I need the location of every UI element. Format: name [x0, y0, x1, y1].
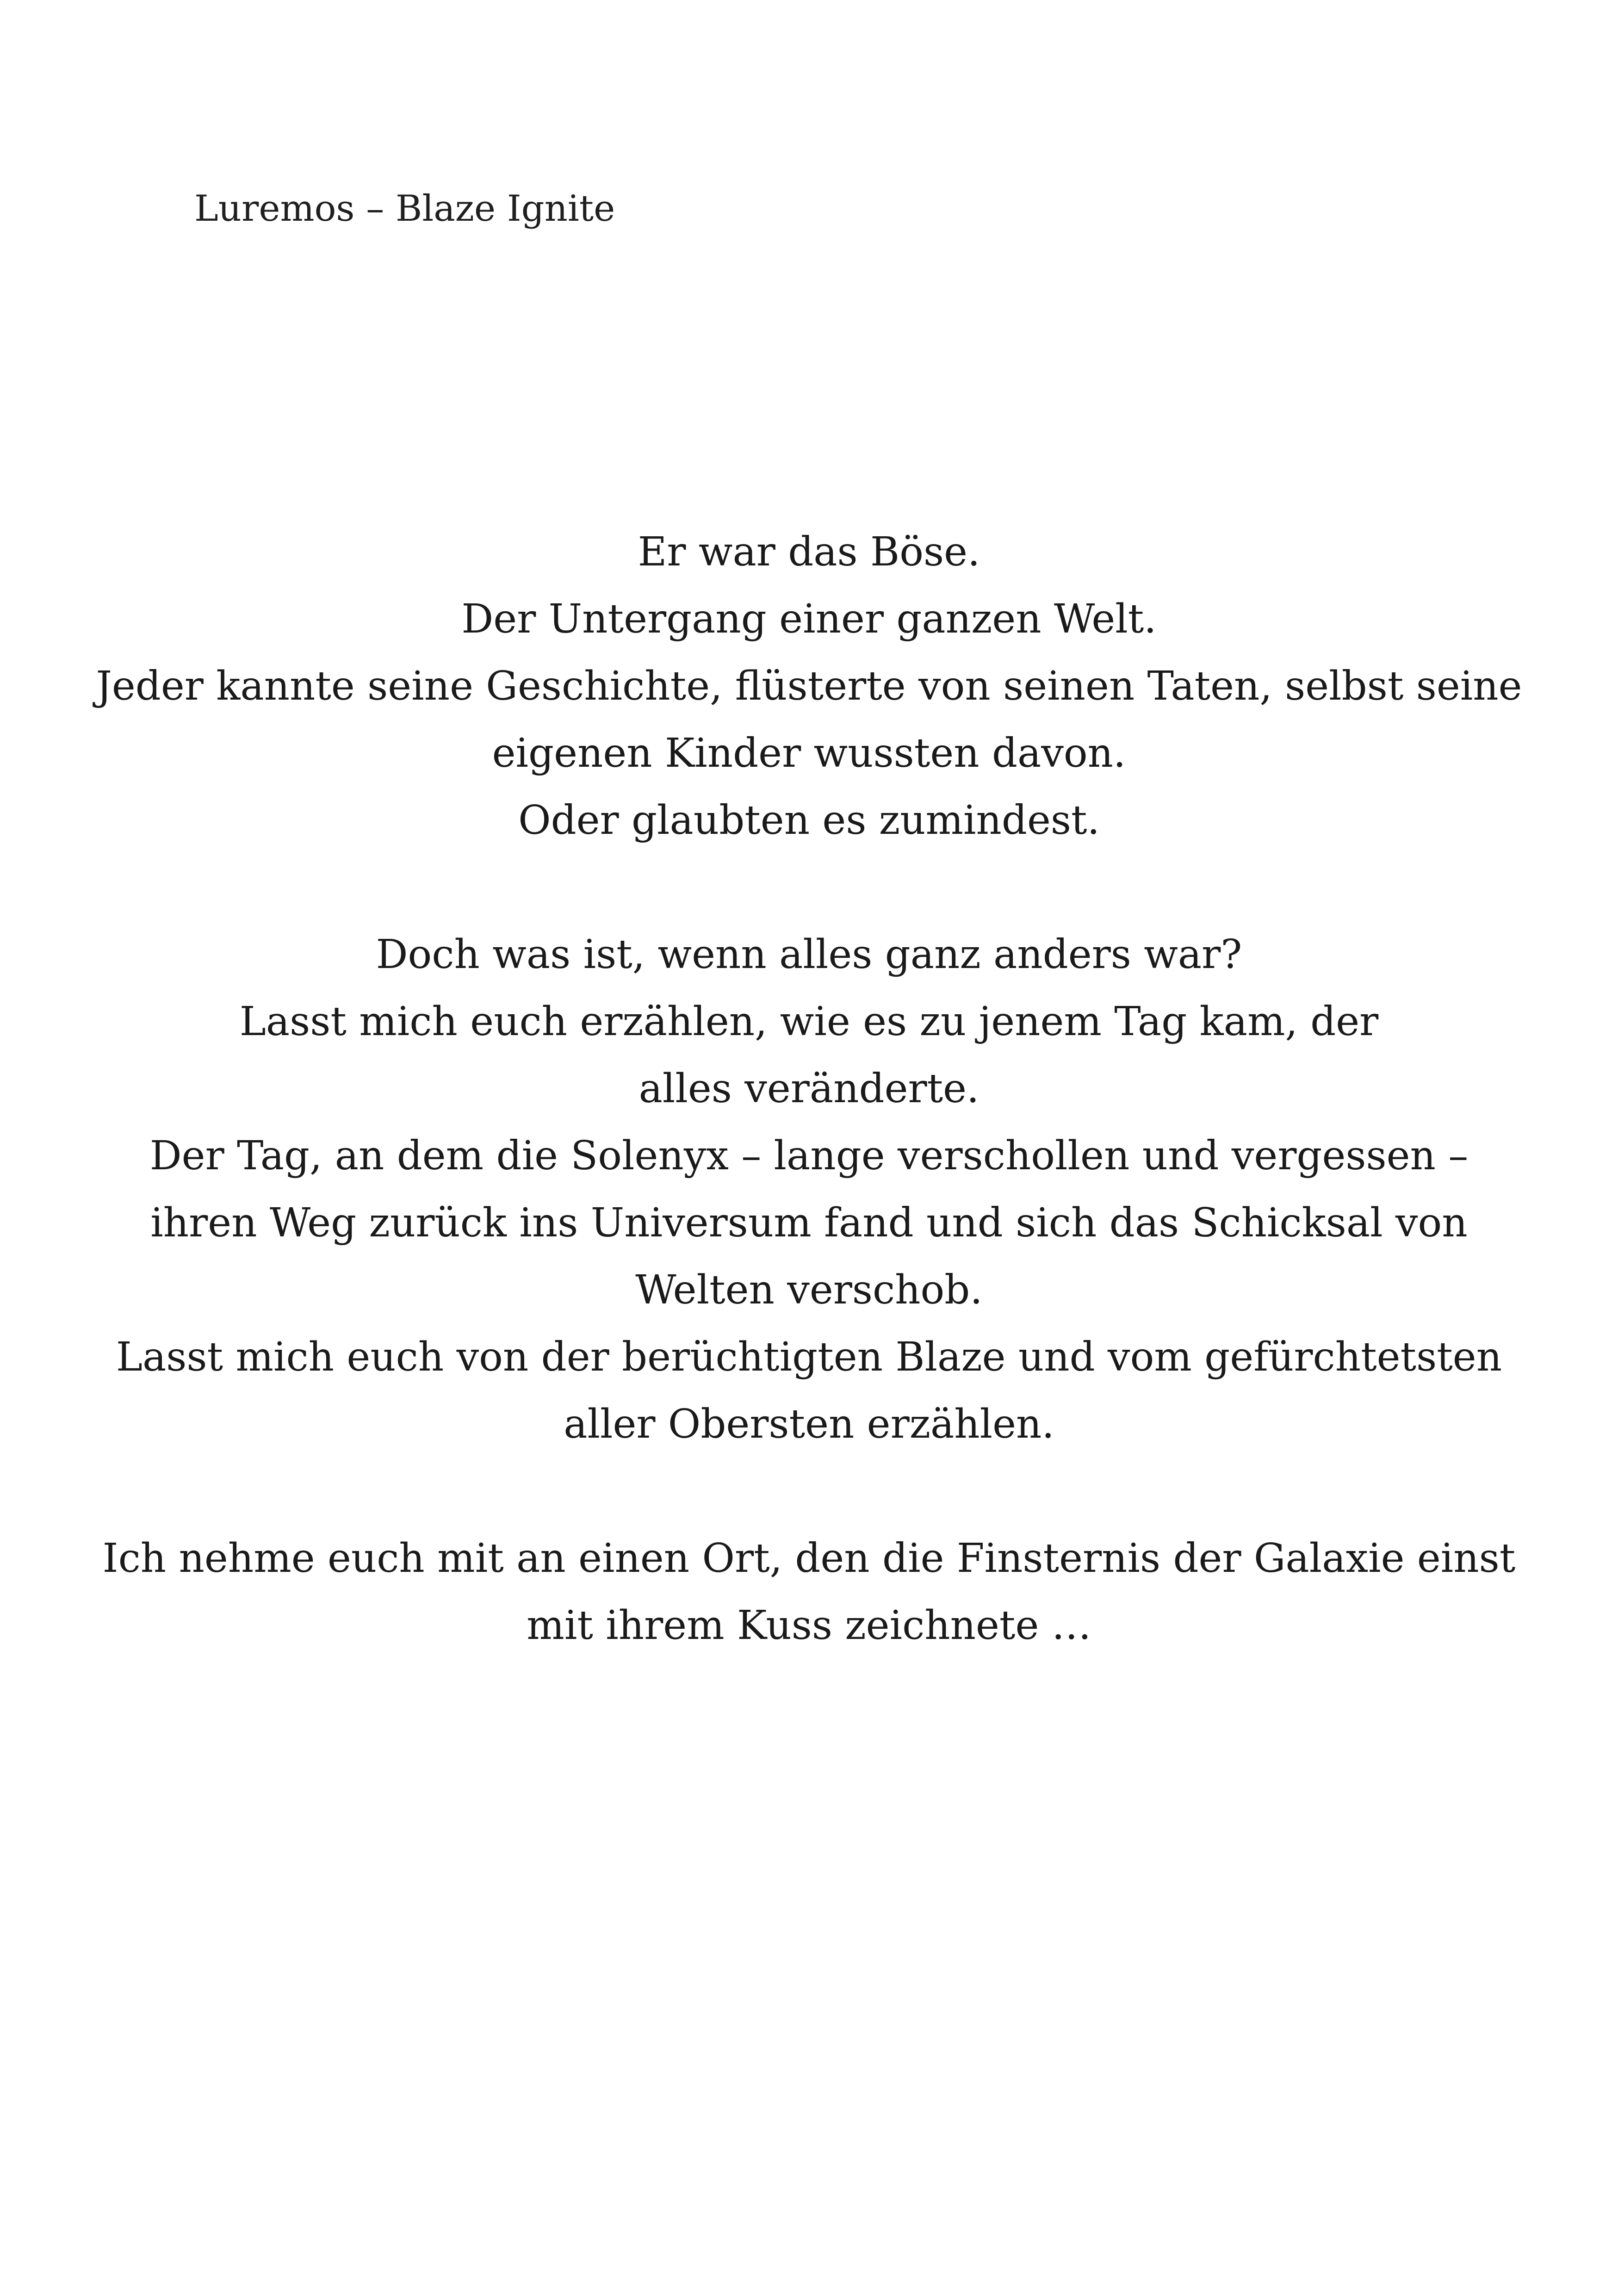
- text-line: Er war das Böse.: [638, 529, 980, 575]
- text-line: Oder glaubten es zumindest.: [518, 797, 1100, 844]
- text-line: Jeder kannte seine Geschichte, flüsterte von seinen Taten, selbst seine: [96, 663, 1522, 709]
- text-line: Lasst mich euch von der berüchtigten Blaze und vom gefürchtetsten: [116, 1334, 1502, 1380]
- text-line: Der Untergang einer ganzen Welt.: [461, 596, 1157, 642]
- text-line: eigenen Kinder wussten davon.: [492, 730, 1126, 776]
- text-line: Welten verschob.: [635, 1267, 983, 1313]
- text-line: ihren Weg zurück ins Universum fand und sich das Schicksal von: [150, 1200, 1468, 1246]
- text-line: Ich nehme euch mit an einen Ort, den die Finsternis der Galaxie einst: [102, 1535, 1516, 1582]
- text-line: Doch was ist, wenn alles ganz anders war?: [376, 931, 1242, 978]
- text-line: mit ihrem Kuss zeichnete …: [527, 1602, 1091, 1649]
- text-line: Der Tag, an dem die Solenyx – lange verschollen und vergessen –: [149, 1133, 1469, 1179]
- text-line: aller Obersten erzählen.: [564, 1401, 1054, 1447]
- header-title: Luremos – Blaze Ignite: [194, 188, 615, 230]
- text-line: Lasst mich euch erzählen, wie es zu jenem Tag kam, der: [239, 999, 1379, 1045]
- text-line: alles veränderte.: [639, 1066, 979, 1112]
